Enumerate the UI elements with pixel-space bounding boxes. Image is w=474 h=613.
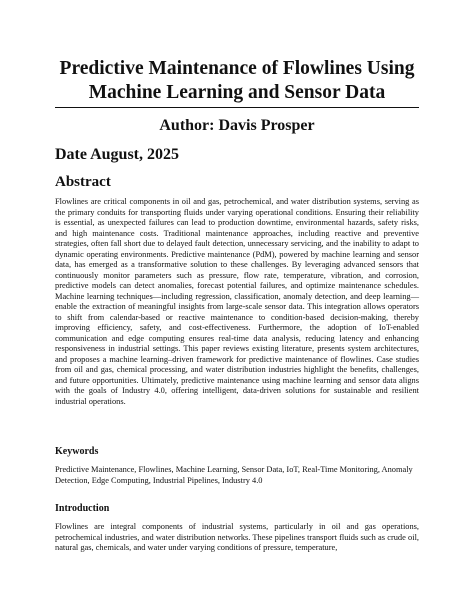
keywords-heading: Keywords bbox=[55, 446, 99, 457]
date-line: Date August, 2025 bbox=[55, 146, 180, 163]
keywords-text: Predictive Maintenance, Flowlines, Machine Learning, Sensor Data, IoT, Real-Time Monitoring, Anomaly Detection, Edge Computing, Industrial Pipelines, Industry 4.0 bbox=[55, 465, 413, 485]
paper-title: Predictive Maintenance of Flowlines Using Machine Learning and Sensor Data bbox=[59, 58, 415, 103]
author-line: Author: Davis Prosper bbox=[159, 117, 315, 134]
abstract-text: Flowlines are critical components in oil and gas, petrochemical, and water distribution systems, serving as the primary conduits for transporting fluids under varying operational conditions. Ensuring their reliability is essential, as unexpected failures can lead to production downtime, environmental hazards, safety risks, and high maintenance costs. Traditional maintenance approaches, including reactive and preventive strategies, often fall short due to delayed fault detection, unnecessary servicing, and the inability to adapt to dynamic operating environments. Predictive maintenance (PdM), powered by machine learning and sensor data, has emerged as a transformative solution to these challenges. By leveraging advanced sensors that continuously monitor parameters such as pressure, flow rate, temperature, vibration, and corrosion, predictive models can detect anomalies, forecast potential failures, and optimize maintenance schedules. Machine learning techniques—including regression, classification, anomaly detection, and deep learning—enable the extraction of meaningful insights from large-scale sensor data. This integration allows operators to shift from calendar-based or reactive maintenance to condition-based decision-making, thereby improving efficiency, safety, and cost-effectiveness. Furthermore, the adoption of IoT-enabled communication and edge computing ensures real-time data analysis, reducing latency and enhancing responsiveness in industrial settings. This paper reviews existing literature, presents system architectures, and proposes a machine learning–driven framework for predictive maintenance of flowlines. Case studies from oil and gas, chemical processing, and water distribution industries highlight the benefits, challenges, and future opportunities. Ultimately, predictive maintenance using machine learning and sensor data aligns with the goals of Industry 4.0, offering intelligent, data-driven solutions for sustainable and resilient industrial operations. bbox=[55, 197, 419, 406]
introduction-heading: Introduction bbox=[55, 503, 110, 514]
introduction-text: Flowlines are integral components of industrial systems, particularly in oil and gas operations, petrochemical industries, and water distribution networks. These pipelines transport fluids such as crude oil, natural gas, chemicals, and water under varying conditions of pressure, temperature, bbox=[55, 522, 419, 552]
abstract-heading: Abstract bbox=[55, 174, 111, 190]
title-rule bbox=[55, 107, 419, 108]
